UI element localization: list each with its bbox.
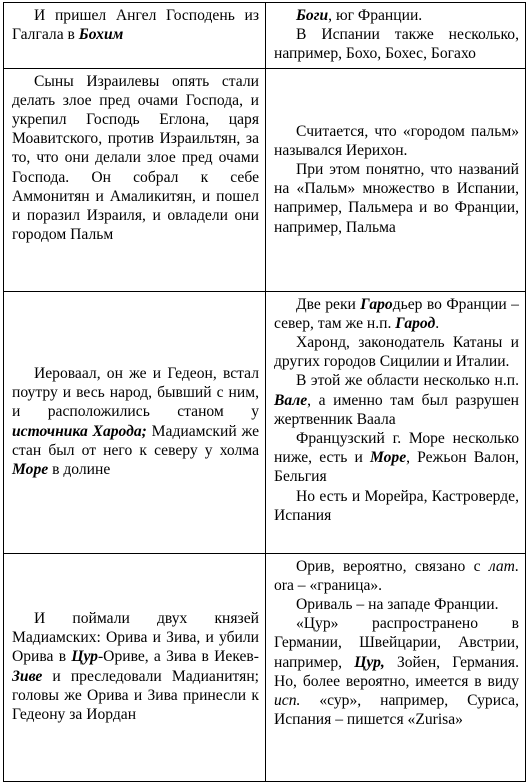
text: в долине [48, 461, 111, 479]
text: В этой же области несколько н.п. [296, 372, 519, 390]
text: И поймали двух князей Мадиамских: Орива и Зива, и убили Орива в [12, 610, 259, 666]
paragraph [274, 295, 519, 333]
paragraph [12, 6, 259, 44]
text: , юг Франции. [328, 7, 423, 24]
text: Зойен, Германия. Но, более вероятно, имеется в виду [274, 653, 519, 690]
text: «сур», например, Суриса, Испания – пишется «Zurisa» [274, 692, 519, 729]
paragraph [274, 429, 519, 487]
text: -Ориве, а Зива в Иекев- [97, 648, 259, 666]
emphasis: источника Харода; [12, 422, 147, 440]
emphasis: Боги [296, 7, 329, 24]
text: Но есть и Морейра, Кастроверде, Испания [274, 487, 519, 524]
right-cell [266, 68, 526, 291]
right-cell [266, 3, 526, 69]
table-row [4, 553, 526, 781]
text: ora – «граница». [274, 576, 383, 594]
emphasis: Цур, [354, 653, 385, 671]
abbreviation: лат. [488, 557, 519, 575]
emphasis: Гаро [360, 295, 393, 313]
left-cell [4, 291, 266, 553]
emphasis: Море [12, 461, 49, 479]
table-row [4, 3, 526, 69]
paragraph [274, 371, 519, 429]
text: При этом понятно, что названий на «Пальм» множество в Испании, например, Пальмера и во Франции, например, Пальма [274, 160, 519, 236]
text: И пришел Ангел Господень из Галгала в [12, 7, 259, 44]
paragraph [274, 487, 519, 525]
text: Ориваль – на западе Франции. [296, 596, 499, 614]
text: «Цур» распространено в Германии, Швейцарии, Австрии, например, [274, 615, 519, 671]
table-row [4, 291, 526, 553]
paragraph [12, 364, 259, 479]
text: Иероваал, он же и Гедеон, встал поутру и весь народ, бывший с ним, и расположились станом у [12, 365, 259, 421]
right-cell [266, 553, 526, 781]
paragraph [274, 6, 519, 25]
paragraph [274, 122, 519, 160]
text: , а именно там был разрушен жертвенник Ваала [274, 391, 519, 428]
paragraph [274, 25, 519, 63]
paragraph [274, 333, 519, 371]
emphasis: Зиве [12, 667, 43, 685]
emphasis: Гарод [395, 314, 436, 332]
text: Мадиамский же стан был от него к северу у холма [12, 422, 259, 459]
emphasis: Цур [71, 648, 98, 666]
text: и преследовали Мадианитян; головы же Орива и Зива принесли к Гедеону за Иордан [12, 667, 259, 724]
emphasis: Бохим [78, 26, 124, 44]
text: дьер во Франции – север, там же н.п. [274, 295, 519, 332]
comparison-table [3, 2, 526, 782]
text: . [435, 314, 440, 332]
left-cell [4, 3, 266, 69]
table-row [4, 68, 526, 291]
emphasis: Море [369, 449, 407, 467]
text: Орив, вероятно, связано с [296, 557, 489, 575]
text: В Испании также несколько, например, Бохо, Бохес, Богахо [274, 26, 519, 63]
paragraph [274, 614, 519, 729]
right-cell [266, 291, 526, 553]
emphasis: Вале [274, 391, 308, 409]
text: Французский г. Море несколько ниже, есть и [274, 430, 519, 467]
paragraph [274, 160, 519, 237]
left-cell [4, 553, 266, 781]
text: Сыны Израилевы опять стали делать злое пред очами Господа, и укрепил Господь Еглона, царя Моавитского, против Израильтян, за то, что они делали злое пред очами Господа. Он собрал к себе Аммонитян и Амаликитян, и пошел и поразил Израиля, и овладели они городом Пальм [12, 72, 259, 244]
text: Харонд, законодатель Катаны и других городов Сицилии и Италии. [274, 334, 519, 371]
abbreviation: исп. [274, 692, 301, 710]
paragraph [12, 72, 259, 245]
paragraph [274, 595, 519, 614]
text: Две реки [296, 295, 361, 313]
text: , Режьон Валон, Бельгия [274, 449, 519, 486]
left-cell [4, 68, 266, 291]
text: Считается, что «городом пальм» назывался Иерихон. [274, 122, 519, 159]
paragraph [274, 557, 519, 595]
paragraph [12, 609, 259, 724]
